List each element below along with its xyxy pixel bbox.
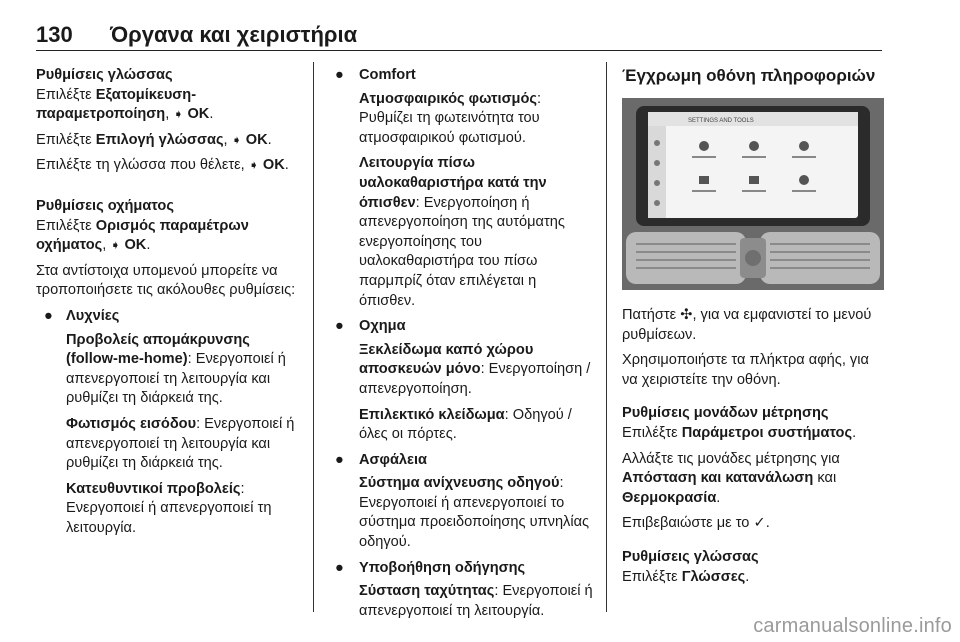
- list-subitem: Κατευθυντικοί προβολείς: Ενεργοποιεί ή απενεργοποιεί τη λειτουργία.: [66, 480, 272, 536]
- bullet-icon: ●: [335, 67, 344, 83]
- column-3: [622, 66, 884, 593]
- arrow-right-icon: ➧: [231, 132, 242, 147]
- paragraph: Επιλέξτε Ορισμός παραμέτρων οχήματος, ➧ OK.: [36, 217, 249, 254]
- section-title: Έγχρωμη οθόνη πληροφοριών: [622, 66, 876, 85]
- settings-menu-icon: ✣: [680, 307, 693, 323]
- arrow-right-icon: ➧: [248, 158, 259, 173]
- list-item: ● Comfort: [329, 66, 595, 86]
- section-heading: Ρυθμίσεις οχήματος: [36, 197, 174, 214]
- page-header: [36, 22, 882, 50]
- watermark: carmanualsonline.info: [753, 615, 952, 637]
- list-item: ● Λυχνίες: [36, 307, 300, 327]
- bullet-icon: ●: [335, 559, 344, 576]
- list-subitem: Επιλεκτικό κλείδωμα: Οδηγού / όλες οι πόρτες.: [359, 406, 572, 443]
- header-rule: [36, 50, 882, 51]
- page-number: 130: [36, 22, 73, 47]
- list-subitem: Λειτουργία πίσω υαλοκαθαριστήρα κατά την όπισθεν: Ενεργοποίηση ή απενεργοποίηση της αυτόματης ενεργοποίησης του υαλοκαθαριστήρα του πίσω παρμπρίζ όταν επιλέγεται η όπισθεν.: [359, 155, 565, 309]
- paragraph: Στα αντίστοιχα υπομενού μπορείτε να τροποποιήσετε τις ακόλουθες ρυθμίσεις:: [36, 262, 296, 299]
- screen-title: SETTINGS AND TOOLS: [688, 118, 754, 124]
- list-subitem: Σύστημα ανίχνευσης οδηγού: Ενεργοποιεί ή απενεργοποιεί το σύστημα προειδοποίησης υπνηλίας οδηγού.: [359, 475, 590, 551]
- list-subitem: Ατμοσφαιρικός φωτισμός: Ρυθμίζει τη φωτεινότητα του ατμοσφαιρικού φωτισμού.: [359, 90, 542, 146]
- section-heading: Ρυθμίσεις μονάδων μέτρησης: [622, 405, 829, 422]
- bullet-icon: ●: [335, 318, 344, 335]
- bullet-icon: ●: [44, 307, 53, 324]
- arrow-right-icon: ➧: [110, 238, 121, 253]
- paragraph: Επιλέξτε Εξατομίκευση-παραμετροποίηση, ➧ OK.: [36, 86, 214, 123]
- list-subitem: Σύσταση ταχύτητας: Ενεργοποιεί ή απενεργοποιεί τη λειτουργία.: [359, 583, 593, 619]
- list-item: ● Ασφάλεια: [329, 451, 595, 471]
- section-heading: Ρυθμίσεις γλώσσας: [622, 548, 759, 565]
- infotainment-screen-photo: [622, 98, 884, 290]
- list-subitem: Προβολείς απομάκρυνσης (follow-me-home): Ενεργοποιεί ή απενεργοποιεί τη λειτουργία και ρυθμίζει τη διάρκειά της.: [66, 331, 286, 407]
- list-subitem: Φωτισμός εισόδου: Ενεργοποιεί ή απενεργοποιεί τη λειτουργία και ρυθμίζει τη διάρκειά της.: [66, 415, 295, 472]
- bullet-icon: ●: [335, 451, 344, 468]
- paragraph: Αλλάξτε τις μονάδες μέτρησης για Απόσταση και κατανάλωση και Θερμοκρασία.: [622, 450, 840, 506]
- paragraph: Επιλέξτε Παράμετροι συστήματος.: [622, 424, 857, 441]
- page-title: Όργανα και χειριστήρια: [110, 22, 358, 47]
- column-1: [36, 66, 300, 544]
- list-item: ● Υποβοήθηση οδήγησης: [329, 559, 595, 579]
- column-2: [329, 66, 595, 627]
- arrow-right-icon: ➧: [173, 107, 184, 122]
- column-divider: [606, 62, 607, 612]
- paragraph: Χρησιμοποιήστε τα πλήκτρα αφής, για να χειριστείτε την οθόνη.: [622, 352, 869, 388]
- section-heading: Ρυθμίσεις γλώσσας: [36, 67, 173, 83]
- paragraph: Επιβεβαιώστε με το ✓.: [622, 515, 770, 532]
- list-subitem: Ξεκλείδωμα καπό χώρου αποσκευών μόνο: Ενεργοποίηση / απενεργοποίηση.: [359, 341, 591, 397]
- column-divider: [313, 62, 314, 612]
- paragraph: Επιλέξτε τη γλώσσα που θέλετε, ➧ OK.: [36, 157, 289, 174]
- paragraph: Επιλέξτε Επιλογή γλώσσας, ➧ OK.: [36, 131, 272, 148]
- paragraph: Πατήστε ✣, για να εμφανιστεί το μενού ρυθμίσεων.: [622, 307, 872, 343]
- checkmark-icon: ✓: [753, 515, 766, 532]
- paragraph: Επιλέξτε Γλώσσες.: [622, 568, 750, 585]
- list-item: ● Οχημα: [329, 317, 595, 337]
